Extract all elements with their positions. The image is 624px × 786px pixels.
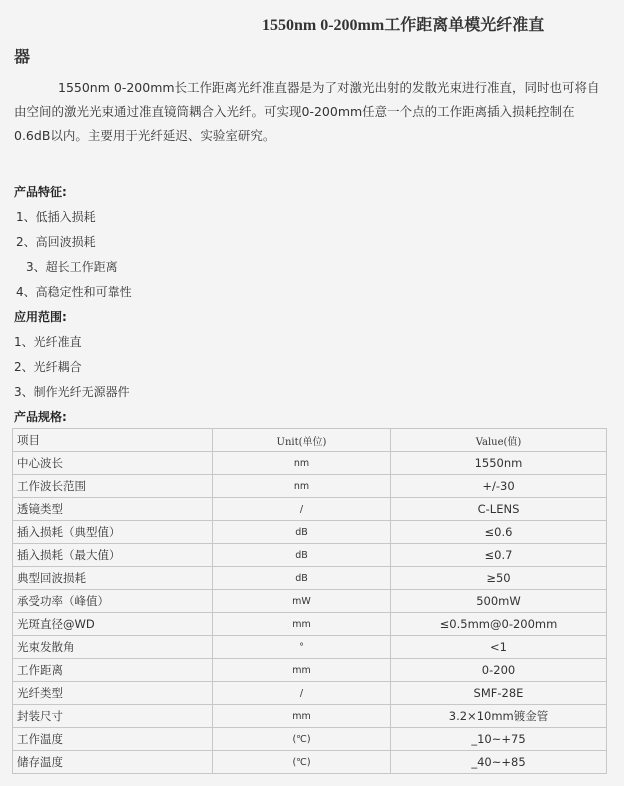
application-item: 2、光纤耦合 (14, 360, 82, 374)
spec-table (12, 428, 607, 774)
intro-text: 1550nm 0-200mm长工作距离光纤准直器是为了对激光出射的发散光束进行准直，同时也可将自由空间的激光光束通过准直镜筒耦合入光纤。可实现0-200mm任意一个点的工作距离插入损耗控制在0.6dB以内。主要用于光纤延迟、实验室研究。 (14, 80, 600, 143)
column-header-item: 项目 (13, 429, 213, 452)
spec-unit-cell: nm (213, 475, 391, 498)
table-row (13, 728, 607, 751)
table-row (13, 705, 607, 728)
specs-heading: 产品规格: (14, 410, 67, 424)
spec-item-cell: 透镜类型 (13, 498, 213, 521)
table-row (13, 521, 607, 544)
spec-item-cell: 光束发散角 (13, 636, 213, 659)
application-item: 1、光纤准直 (14, 335, 82, 349)
spec-value-cell: ≥50 (391, 567, 607, 590)
feature-item: 1、低插入损耗 (16, 210, 96, 224)
spec-unit-cell: dB (213, 567, 391, 590)
applications-heading: 应用范围: (14, 310, 67, 324)
spec-value-cell: ≤0.5mm@0-200mm (391, 613, 607, 636)
spec-item-cell: 光纤类型 (13, 682, 213, 705)
intro-paragraph (14, 76, 610, 148)
table-row (13, 452, 607, 475)
spec-item-cell: 插入损耗（典型值） (13, 521, 213, 544)
spec-value-cell: 3.2×10mm镀金管 (391, 705, 607, 728)
spec-unit-cell: (℃) (213, 728, 391, 751)
spec-unit-cell: mW (213, 590, 391, 613)
table-row (13, 590, 607, 613)
spec-item-cell: 插入损耗（最大值） (13, 544, 213, 567)
table-row (13, 613, 607, 636)
spec-value-cell: _10~+75 (391, 728, 607, 751)
spec-unit-cell: dB (213, 544, 391, 567)
spec-value-cell: ≤0.7 (391, 544, 607, 567)
table-row (13, 636, 607, 659)
spec-item-cell: 工作温度 (13, 728, 213, 751)
spec-unit-cell: mm (213, 705, 391, 728)
table-row (13, 567, 607, 590)
spec-value-cell: 0-200 (391, 659, 607, 682)
features-heading: 产品特征: (14, 185, 67, 199)
spec-unit-cell: / (213, 682, 391, 705)
spec-value-cell: ≤0.6 (391, 521, 607, 544)
spec-unit-cell: / (213, 498, 391, 521)
column-header-unit: Unit(单位) (213, 429, 391, 452)
spec-value-cell: _40~+85 (391, 751, 607, 774)
spec-item-cell: 承受功率（峰值） (13, 590, 213, 613)
table-row (13, 751, 607, 774)
spec-unit-cell: dB (213, 521, 391, 544)
table-row (13, 475, 607, 498)
feature-item: 2、高回波损耗 (16, 235, 96, 249)
spec-unit-cell: mm (213, 613, 391, 636)
spec-value-cell: 500mW (391, 590, 607, 613)
spec-value-cell: +/-30 (391, 475, 607, 498)
table-row (13, 544, 607, 567)
table-row (13, 682, 607, 705)
application-item: 3、制作光纤无源器件 (14, 385, 130, 399)
spec-value-cell: 1550nm (391, 452, 607, 475)
spec-item-cell: 工作距离 (13, 659, 213, 682)
table-row (13, 659, 607, 682)
page-title: 1550nm 0-200mm工作距离单模光纤准直 (262, 17, 545, 34)
spec-unit-cell: mm (213, 659, 391, 682)
spec-item-cell: 中心波长 (13, 452, 213, 475)
spec-item-cell: 储存温度 (13, 751, 213, 774)
spec-item-cell: 工作波长范围 (13, 475, 213, 498)
feature-item: 3、超长工作距离 (26, 260, 118, 274)
spec-value-cell: <1 (391, 636, 607, 659)
spec-unit-cell: nm (213, 452, 391, 475)
column-header-value: Value(值) (391, 429, 607, 452)
spec-value-cell: SMF-28E (391, 682, 607, 705)
spec-value-cell: C-LENS (391, 498, 607, 521)
spec-item-cell: 典型回波损耗 (13, 567, 213, 590)
table-row (13, 498, 607, 521)
spec-table-header (13, 429, 607, 452)
spec-item-cell: 光斑直径@WD (13, 613, 213, 636)
spec-item-cell: 封装尺寸 (13, 705, 213, 728)
page-title-continuation: 器 (14, 49, 31, 66)
feature-item: 4、高稳定性和可靠性 (16, 285, 132, 299)
spec-unit-cell: ° (213, 636, 391, 659)
spec-unit-cell: (℃) (213, 751, 391, 774)
